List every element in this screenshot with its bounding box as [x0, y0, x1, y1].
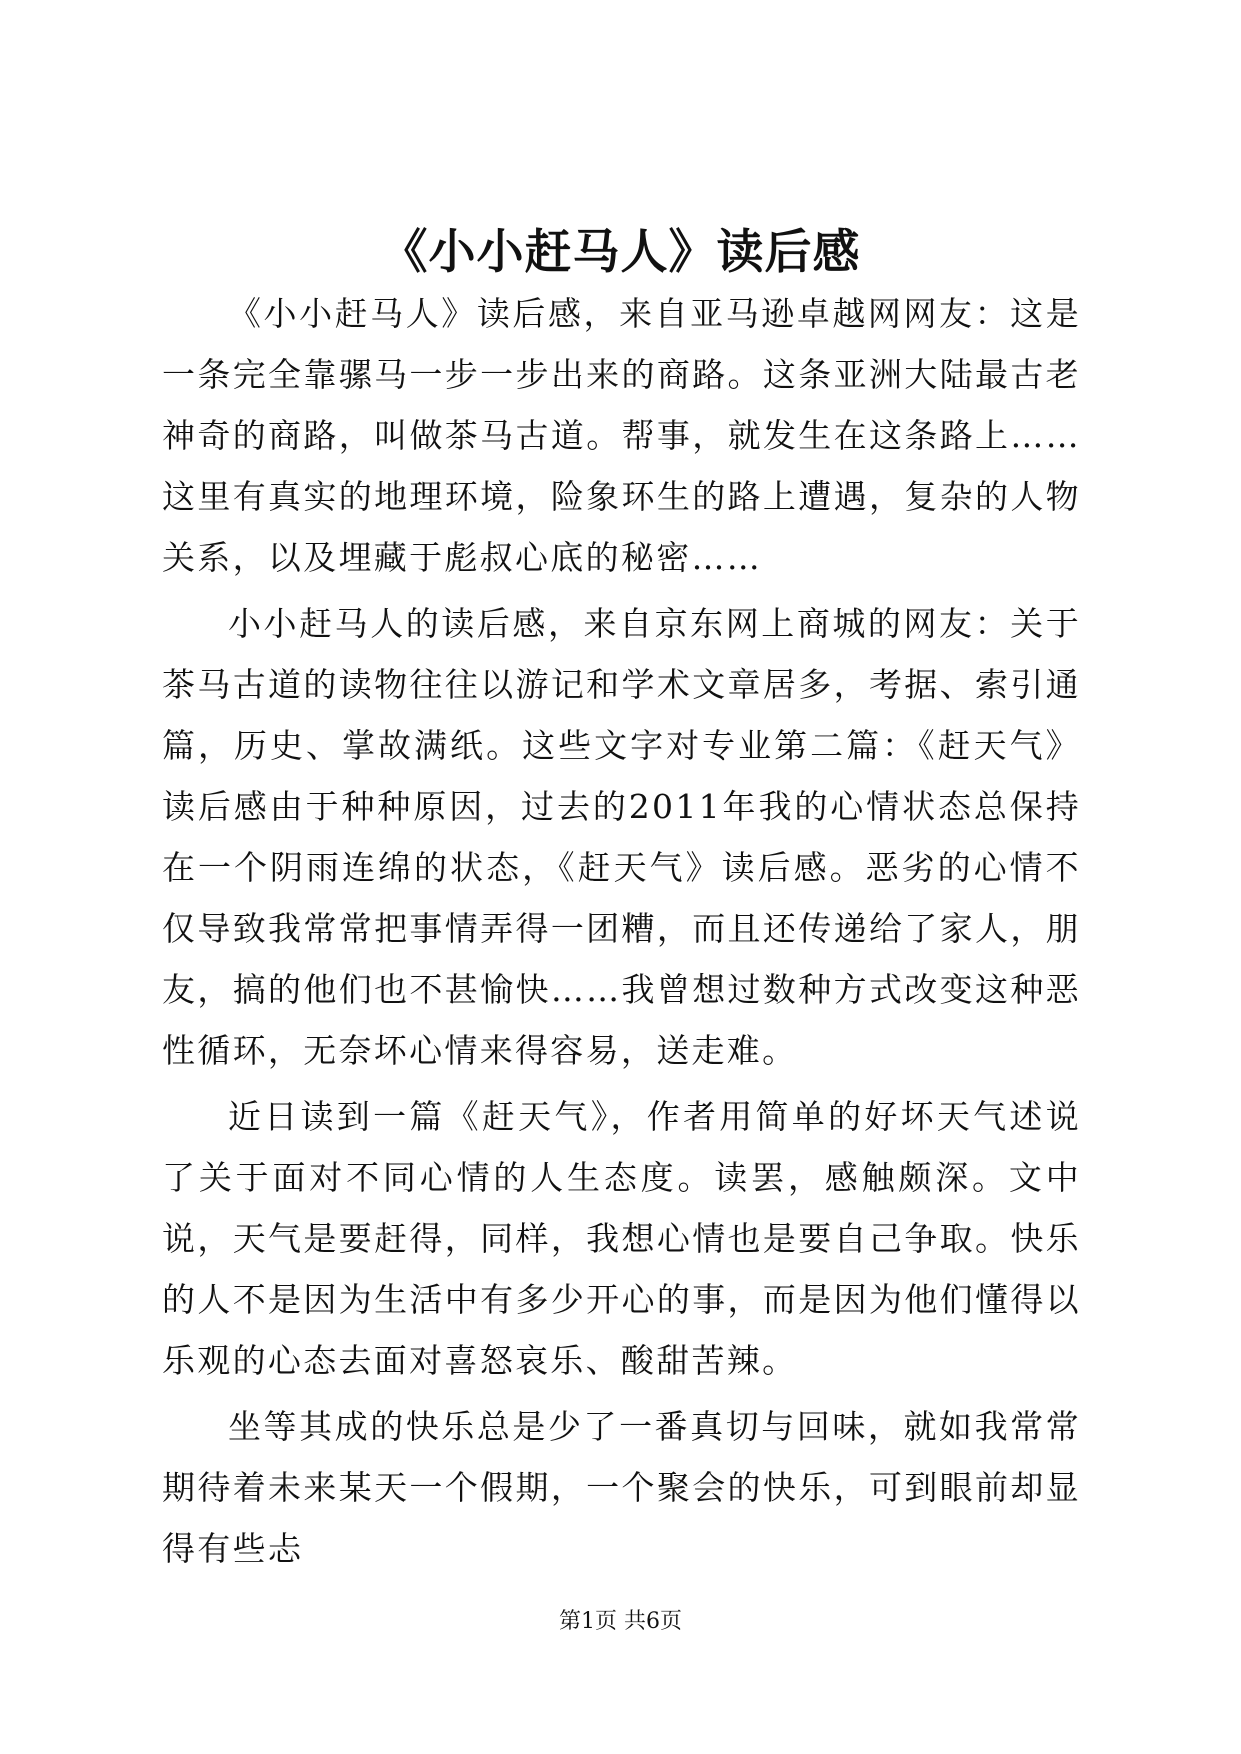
document-body	[162, 283, 1081, 1584]
paragraph-2: 小小赶马人的读后感，来自京东网上商城的网友：关于茶马古道的读物往往以游记和学术文章居多，考据、索引通篇，历史、掌故满纸。这些文字对专业第二篇：《赶天气》读后感由于种种原因，过去的2011年我的心情状态总保持在一个阴雨连绵的状态，《赶天气》读后感。恶劣的心情不仅导致我常常把事情弄得一团糟，而且还传递给了家人，朋友，搞的他们也不甚愉快……我曾想过数种方式改变这种恶性循环，无奈坏心情来得容易，送走难。	[162, 604, 1081, 1070]
document-title: 《小小赶马人》读后感	[380, 225, 861, 280]
paragraph-4: 坐等其成的快乐总是少了一番真切与回味，就如我常常期待着未来某天一个假期，一个聚会的快乐，可到眼前却显得有些忐	[162, 1407, 1081, 1568]
paragraph-1: 《小小赶马人》读后感，来自亚马逊卓越网网友：这是一条完全靠骡马一步一步出来的商路。这条亚洲大陆最古老神奇的商路，叫做茶马古道。帮事，就发生在这条路上……这里有真实的地理环境，险象环生的路上遭遇，复杂的人物关系，以及埋藏于彪叔心底的秘密……	[162, 294, 1081, 577]
paragraph-3: 近日读到一篇《赶天气》，作者用简单的好坏天气述说了关于面对不同心情的人生态度。读罢，感触颇深。文中说，天气是要赶得，同样，我想心情也是要自己争取。快乐的人不是因为生活中有多少开心的事，而是因为他们懂得以乐观的心态去面对喜怒哀乐、酸甜苦辣。	[162, 1097, 1081, 1380]
page-number-footer: 第1页 共6页	[559, 1609, 682, 1634]
